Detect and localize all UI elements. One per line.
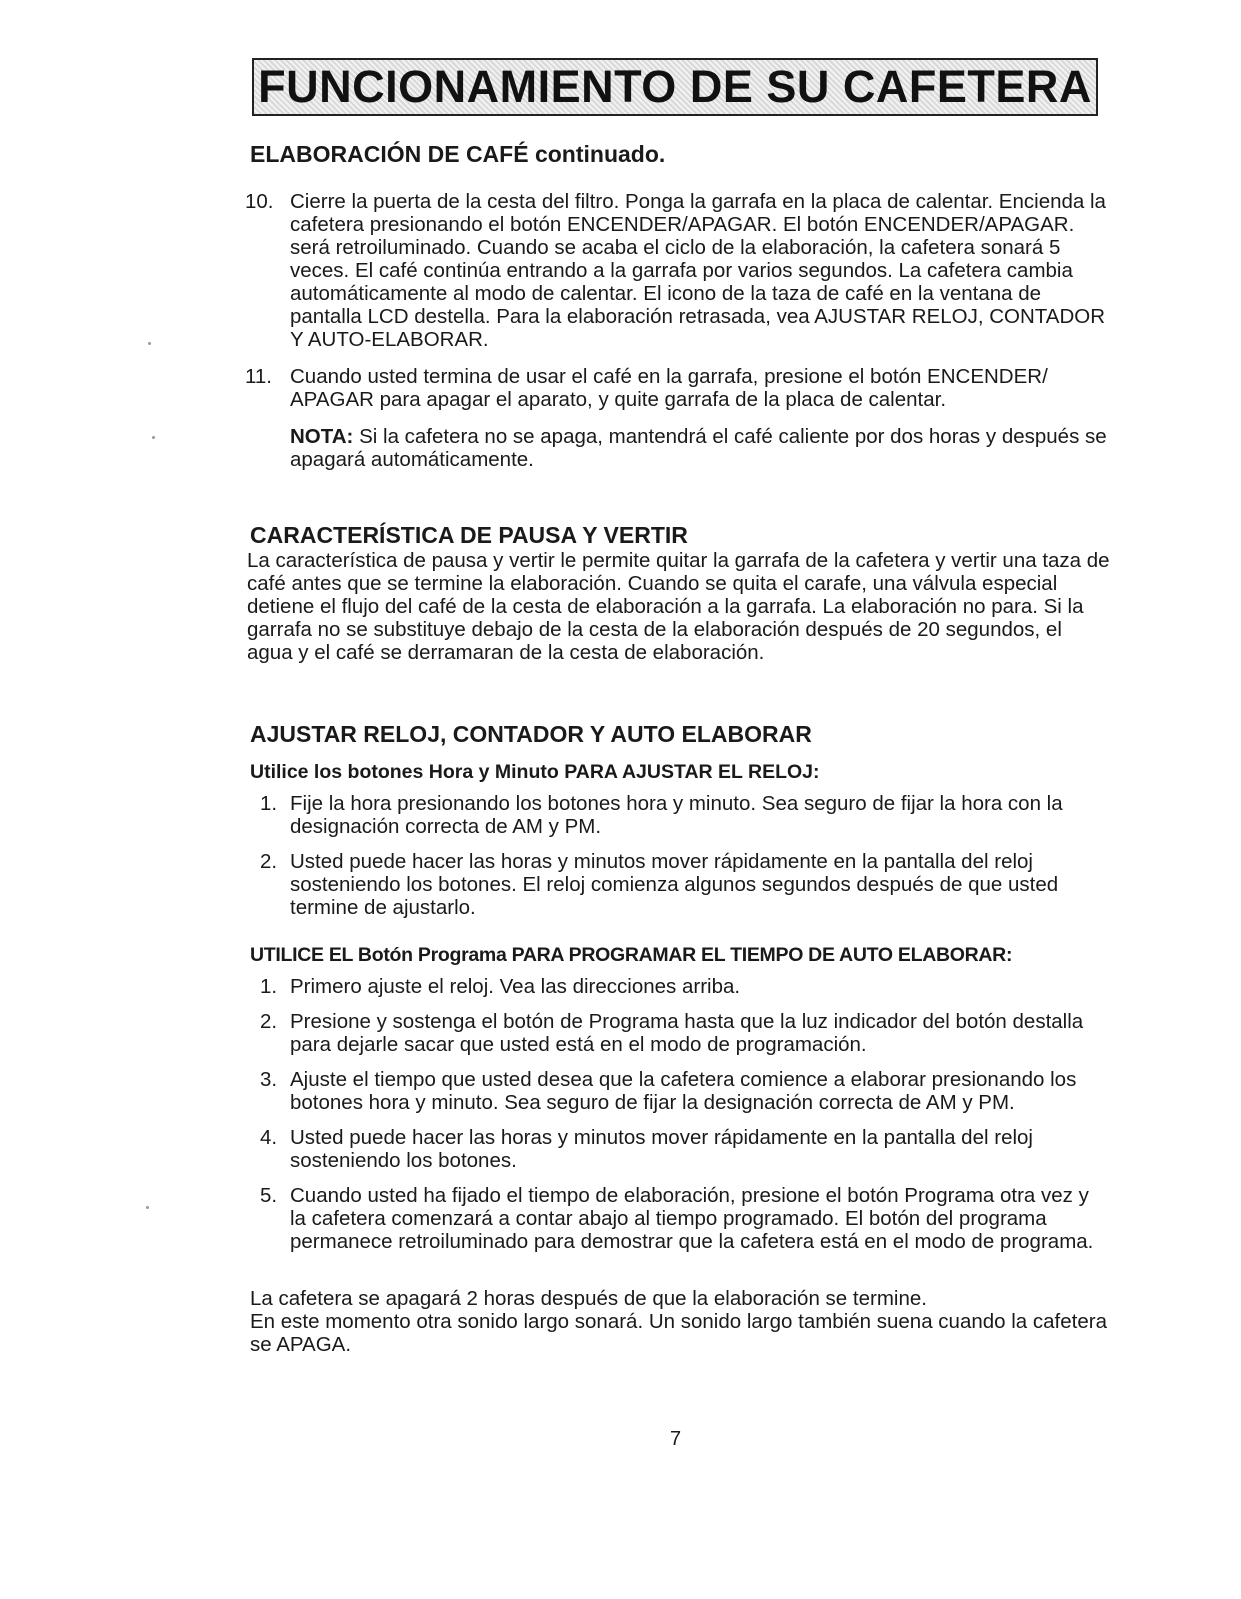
list-item (260, 850, 1110, 919)
page-number: 7 (669, 1428, 682, 1450)
pause-paragraph: La característica de pausa y vertir le permite quitar la garrafa de la cafetera y vertir una taza de café antes que se termine la elaboración. Cuando se quita el carafe, una válvula especial detiene el flujo del café de la cesta de elaboración a la garrafa. La elaboración no para. Si la garrafa no se substituye debajo de la cesta de la elaboración después de 20 segundos, el agua y el café se derramaran de la cesta de elaboración. (247, 549, 1110, 664)
note-label: NOTA: (290, 425, 354, 448)
list-item (260, 1184, 1110, 1253)
note-paragraph (290, 425, 1110, 471)
list-text: Primero ajuste el reloj. Vea las direcciones arriba. (290, 975, 741, 998)
list-number: 5. (260, 1184, 278, 1207)
scan-speck (148, 342, 151, 345)
title-banner (252, 58, 1098, 116)
list-number: 2. (260, 1010, 278, 1033)
list-text: Presione y sostenga el botón de Programa hasta que la luz indicador del botón destalla para dejarle sacar que usted está en el modo de programación. (290, 1010, 1084, 1056)
list-item (245, 365, 1110, 411)
scan-speck (152, 436, 155, 439)
list-item (245, 190, 1110, 351)
scan-speck (146, 1206, 149, 1209)
list-item (260, 975, 1110, 998)
section-heading-brewing: ELABORACIÓN DE CAFÉ continuado. (250, 141, 666, 167)
list-number: 4. (260, 1126, 278, 1149)
list-item (260, 1068, 1110, 1114)
list-text: Usted puede hacer las horas y minutos mover rápidamente en la pantalla del reloj sosteniendo los botones. El reloj comienza algunos segundos después de que usted termine de ajustarlo. (290, 850, 1059, 919)
list-number: 1. (260, 792, 278, 815)
list-number: 1. (260, 975, 278, 998)
subheading-set-clock: Utilice los botones Hora y Minuto PARA AJUSTAR EL RELOJ: (250, 761, 820, 783)
list-number: 10. (245, 190, 274, 213)
list-item (260, 1010, 1110, 1056)
list-number: 11. (245, 365, 272, 388)
list-item (260, 792, 1110, 838)
closing-line-1: La cafetera se apagará 2 horas después de que la elaboración se termine. (250, 1287, 927, 1310)
list-text: Cuando usted ha fijado el tiempo de elaboración, presione el botón Programa otra vez y la cafetera comenzará a contar abajo al tiempo programado. El botón del programa permanece retroiluminado para demostrar que la cafetera está en el modo de programa. (290, 1184, 1094, 1253)
list-text: Ajuste el tiempo que usted desea que la cafetera comience a elaborar presionando los botones hora y minuto. Sea seguro de fijar la designación correcta de AM y PM. (290, 1068, 1077, 1114)
list-text: Fije la hora presionando los botones hora y minuto. Sea seguro de fijar la hora con la designación correcta de AM y PM. (290, 792, 1063, 838)
section-heading-pause: CARACTERÍSTICA DE PAUSA Y VERTIR (250, 522, 688, 548)
list-text: Usted puede hacer las horas y minutos mover rápidamente en la pantalla del reloj sosteniendo los botones. (290, 1126, 1033, 1172)
list-text: Cuando usted termina de usar el café en la garrafa, presione el botón ENCENDER/ APAGAR para apagar el aparato, y quite garrafa de la placa de calentar. (290, 365, 1048, 411)
closing-line-2: En este momento otra sonido largo sonará. Un sonido largo también suena cuando la cafetera se APAGA. (250, 1310, 1107, 1356)
list-number: 3. (260, 1068, 278, 1091)
note-text: Si la cafetera no se apaga, mantendrá el café caliente por dos horas y después se apagará automáticamente. (290, 425, 1107, 471)
page-content (245, 140, 1110, 1356)
section-heading-clock: AJUSTAR RELOJ, CONTADOR Y AUTO ELABORAR (250, 721, 812, 747)
list-number: 2. (260, 850, 278, 873)
subheading-program: UTILICE EL Botón Programa PARA PROGRAMAR EL TIEMPO DE AUTO ELABORAR: (250, 944, 1013, 966)
list-text: Cierre la puerta de la cesta del filtro. Ponga la garrafa en la placa de calentar. Encienda la cafetera presionando el botón ENCENDER/APAGAR. El botón ENCENDER/APAGAR. será retroiluminado. Cuando se acaba el ciclo de la elaboración, la cafetera sonará 5 veces. El café continúa entrando a la garrafa por varios segundos. La cafetera cambia automáticamente al modo de calentar. El icono de la taza de café en la ventana de pantalla LCD destella. Para la elaboración retrasada, vea AJUSTAR RELOJ, CONTADOR Y AUTO-ELABORAR. (290, 190, 1106, 351)
list-item (260, 1126, 1110, 1172)
page-title: FUNCIONAMIENTO DE SU CAFETERA (258, 61, 1092, 112)
